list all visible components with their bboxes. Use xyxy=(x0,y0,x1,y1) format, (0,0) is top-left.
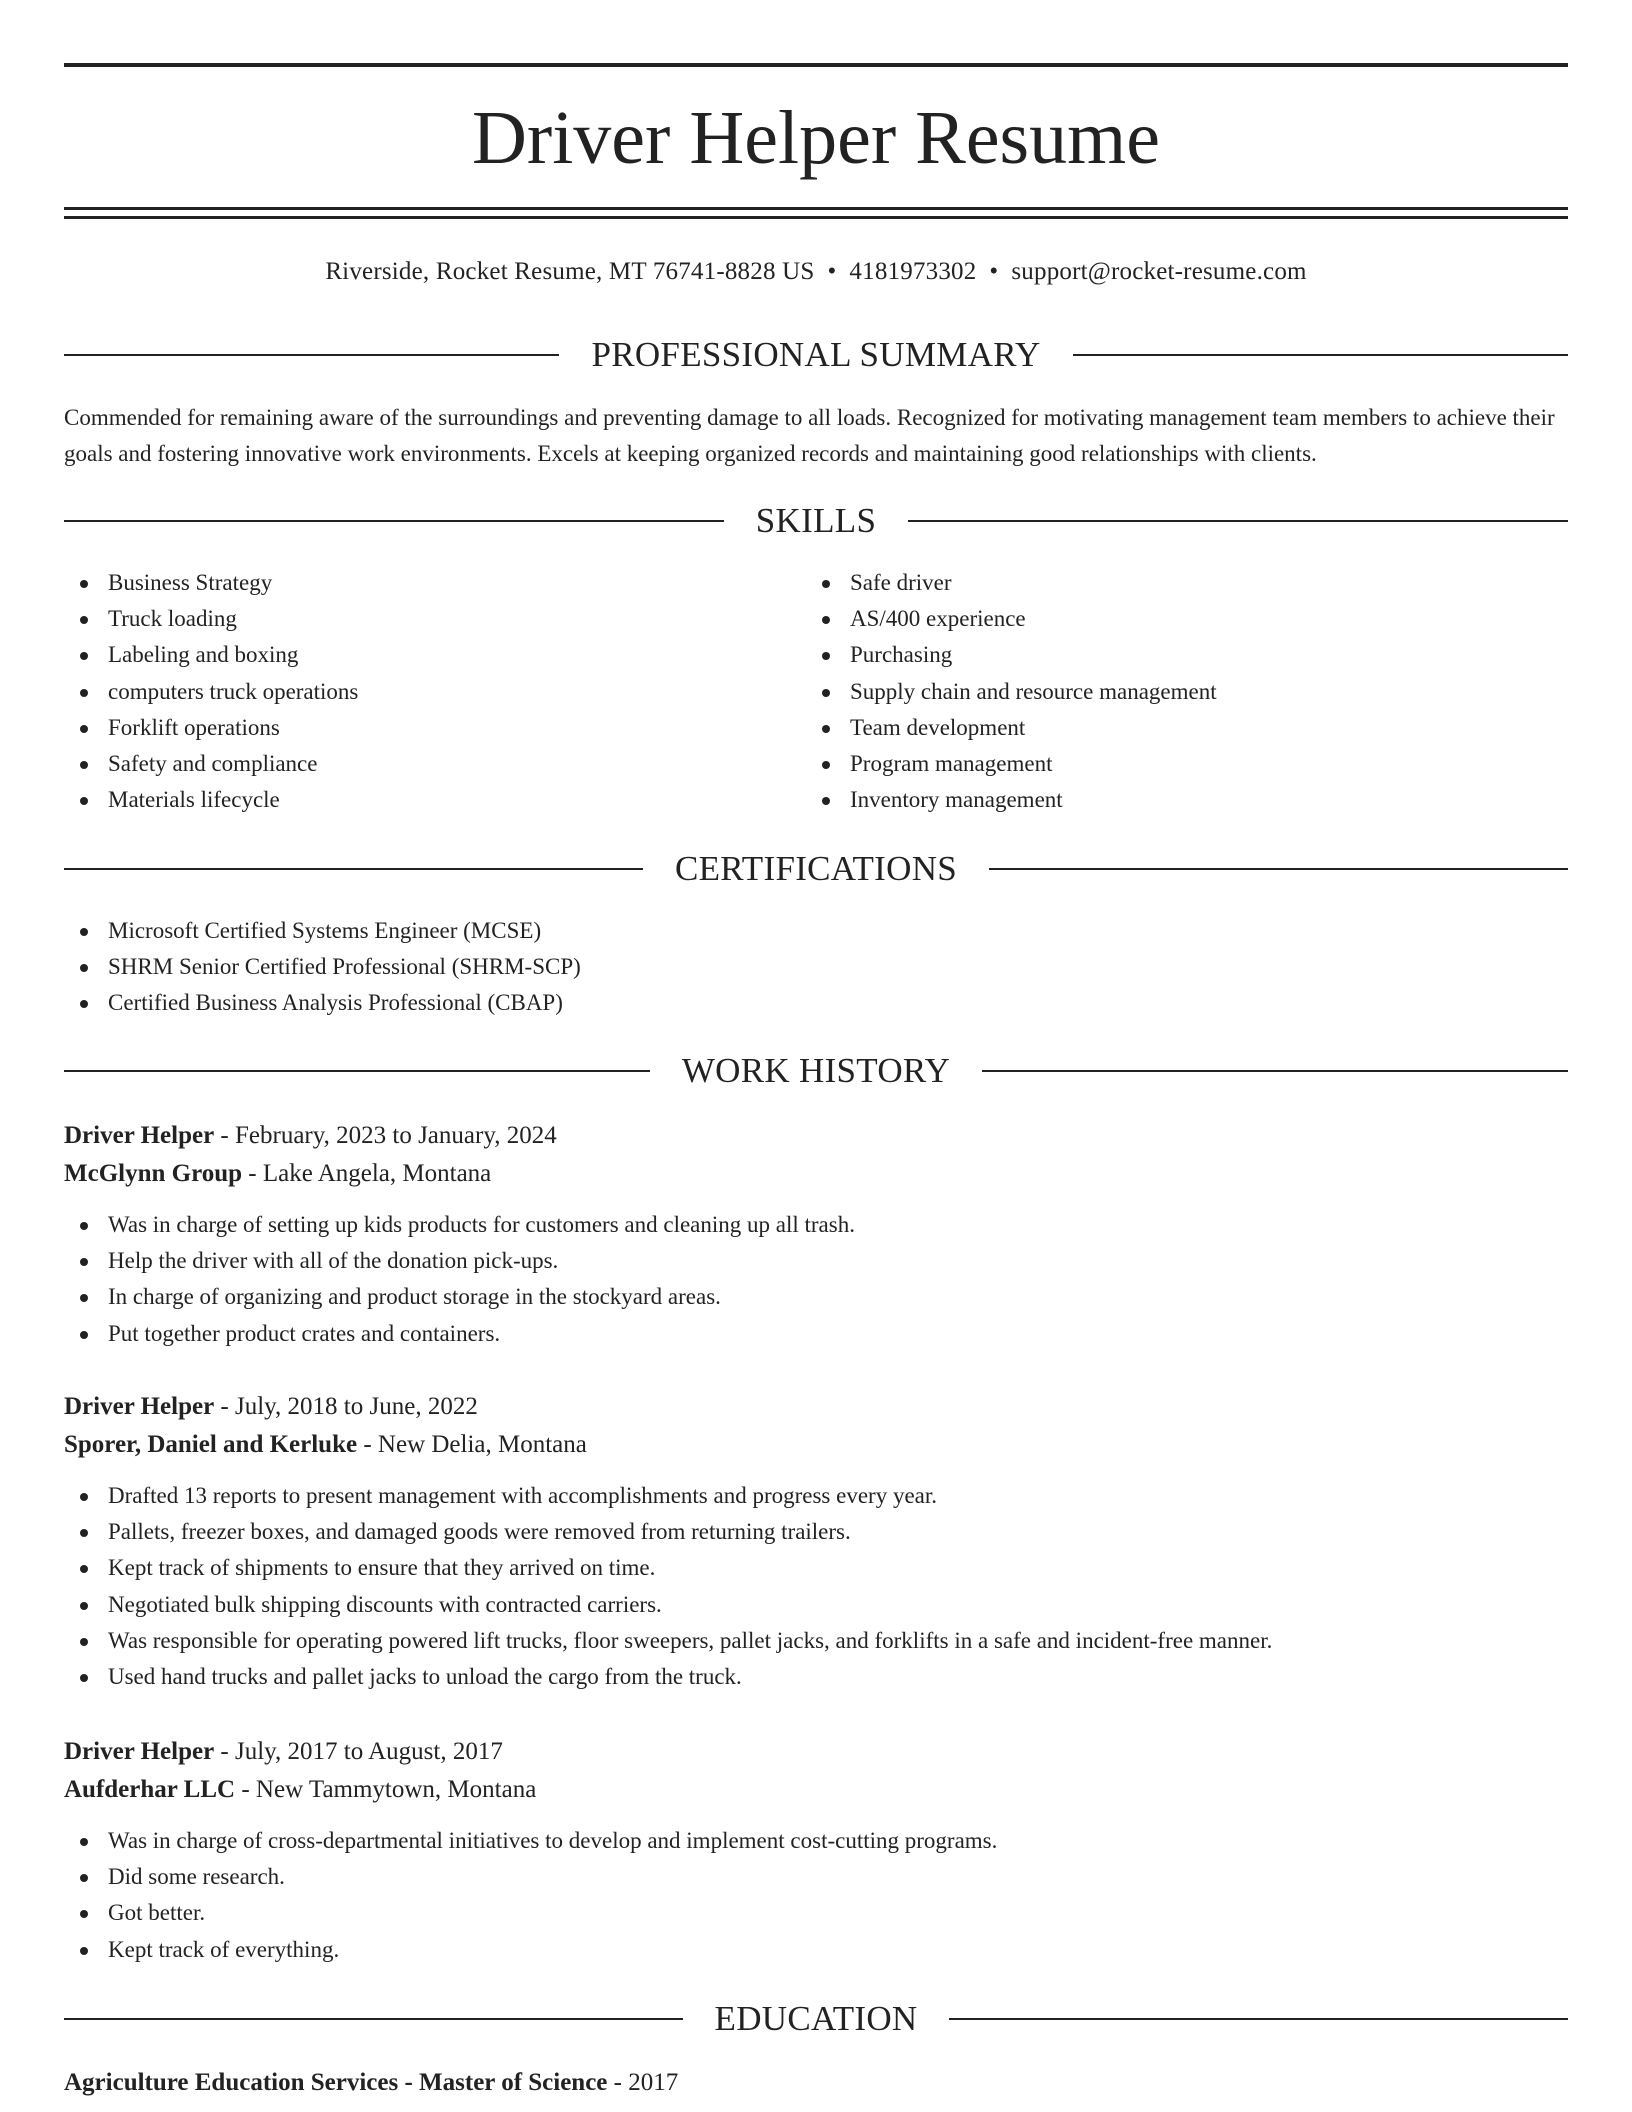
job-entry xyxy=(64,1733,1568,1968)
certifications-list xyxy=(64,913,1568,1022)
section-header-skills xyxy=(64,499,1568,543)
contact-phone: 4181973302 xyxy=(849,258,977,285)
section-rule xyxy=(64,2018,683,2020)
summary-text: Commended for remaining aware of the surroundings and preventing damage to all loads. Recognized for motivating management team members to achieve their goals and fostering innovative work environments. Excels at keeping organized records and maintaining good relationships with clients. xyxy=(64,405,1555,466)
job-bullet: Put together product crates and containers. xyxy=(64,1316,1568,1352)
job-company-line xyxy=(64,1771,1568,1811)
job-title: Driver Helper xyxy=(64,1122,215,1149)
section-header-certifications xyxy=(64,847,1568,891)
job-bullet: Was responsible for operating powered lift trucks, floor sweepers, pallet jacks, and forklifts in a safe and incident-free manner. xyxy=(64,1623,1568,1659)
job-role-line xyxy=(64,1388,1568,1426)
skill-item: Team development xyxy=(806,710,1566,746)
contact-email: support@rocket-resume.com xyxy=(1011,258,1307,285)
job-bullet: Kept track of shipments to ensure that they arrived on time. xyxy=(64,1550,1568,1586)
section-title-work-history: WORK HISTORY xyxy=(681,1051,951,1090)
skill-item: Truck loading xyxy=(64,601,804,637)
section-title-certifications: CERTIFICATIONS xyxy=(674,849,958,888)
section-rule xyxy=(908,520,1568,522)
top-rule xyxy=(64,63,1568,67)
job-bullets xyxy=(64,1207,1568,1352)
contact-separator: • xyxy=(989,258,999,285)
job-location: - New Delia, Montana xyxy=(357,1431,587,1458)
section-rule xyxy=(64,520,724,522)
skill-item: Program management xyxy=(806,746,1566,782)
job-bullet: Drafted 13 reports to present management with accomplishments and progress every year. xyxy=(64,1478,1568,1514)
section-rule xyxy=(64,868,643,870)
skill-item: Purchasing xyxy=(806,637,1566,673)
education-entry xyxy=(64,2064,1568,2102)
job-title: Driver Helper xyxy=(64,1393,215,1420)
job-location: - New Tammytown, Montana xyxy=(235,1776,537,1803)
title-rule-lower xyxy=(64,216,1568,219)
title-rule-upper xyxy=(64,207,1568,210)
contact-line xyxy=(64,254,1568,290)
skills-list-left xyxy=(64,565,804,818)
job-bullet: Was in charge of setting up kids products for customers and cleaning up all trash. xyxy=(64,1207,1568,1243)
section-header-work-history xyxy=(64,1049,1568,1093)
section-rule xyxy=(64,354,559,356)
section-rule xyxy=(989,868,1568,870)
section-rule xyxy=(982,1070,1568,1072)
job-bullet: Kept track of everything. xyxy=(64,1932,1568,1968)
job-bullet: Used hand trucks and pallet jacks to unload the cargo from the truck. xyxy=(64,1659,1568,1695)
job-bullet: Negotiated bulk shipping discounts with contracted carriers. xyxy=(64,1587,1568,1623)
job-bullet: In charge of organizing and product storage in the stockyard areas. xyxy=(64,1279,1568,1315)
certification-item: Certified Business Analysis Professional (CBAP) xyxy=(64,985,1568,1021)
section-header-education xyxy=(64,1997,1568,2041)
contact-address: Riverside, Rocket Resume, MT 76741-8828 US xyxy=(325,258,815,285)
job-title: Driver Helper xyxy=(64,1738,215,1765)
skill-item: Supply chain and resource management xyxy=(806,674,1566,710)
skill-item: computers truck operations xyxy=(64,674,804,710)
job-company: Sporer, Daniel and Kerluke xyxy=(64,1431,358,1458)
job-dates: - February, 2023 to January, 2024 xyxy=(214,1122,557,1149)
section-title-summary: PROFESSIONAL SUMMARY xyxy=(591,335,1041,374)
skill-item: Business Strategy xyxy=(64,565,804,601)
skill-item: Forklift operations xyxy=(64,710,804,746)
section-header-summary xyxy=(64,333,1568,377)
section-rule xyxy=(64,1070,650,1072)
skill-item: Safe driver xyxy=(806,565,1566,601)
job-location: - Lake Angela, Montana xyxy=(242,1160,492,1187)
education-year: - 2017 xyxy=(607,2069,679,2096)
job-role-line xyxy=(64,1733,1568,1771)
education-school-degree: Agriculture Education Services - Master of Science xyxy=(64,2069,608,2096)
section-title-education: EDUCATION xyxy=(714,1999,918,2038)
job-entry xyxy=(64,1117,1568,1352)
job-bullets xyxy=(64,1478,1568,1695)
skill-item: AS/400 experience xyxy=(806,601,1566,637)
certification-item: SHRM Senior Certified Professional (SHRM-SCP) xyxy=(64,949,1568,985)
job-bullet: Did some research. xyxy=(64,1859,1568,1895)
skill-item: Safety and compliance xyxy=(64,746,804,782)
section-title-skills: SKILLS xyxy=(755,501,877,540)
job-bullet: Got better. xyxy=(64,1895,1568,1931)
job-dates: - July, 2017 to August, 2017 xyxy=(214,1738,503,1765)
certification-item: Microsoft Certified Systems Engineer (MCSE) xyxy=(64,913,1568,949)
resume-title: Driver Helper Resume xyxy=(472,96,1160,180)
job-entry xyxy=(64,1388,1568,1695)
job-company: McGlynn Group xyxy=(64,1160,243,1187)
job-role-line xyxy=(64,1117,1568,1155)
job-bullets xyxy=(64,1823,1568,1968)
job-bullet: Pallets, freezer boxes, and damaged goods were removed from returning trailers. xyxy=(64,1514,1568,1550)
skill-item: Labeling and boxing xyxy=(64,637,804,673)
job-company: Aufderhar LLC xyxy=(64,1776,236,1803)
job-bullet: Was in charge of cross-departmental initiatives to develop and implement cost-cutting programs. xyxy=(64,1823,1568,1859)
skill-item: Materials lifecycle xyxy=(64,782,804,818)
section-rule xyxy=(949,2018,1568,2020)
job-dates: - July, 2018 to June, 2022 xyxy=(214,1393,478,1420)
section-rule xyxy=(1073,354,1568,356)
skills-list-right xyxy=(806,565,1566,818)
job-company-line xyxy=(64,1155,1568,1195)
contact-separator: • xyxy=(827,258,837,285)
job-bullet: Help the driver with all of the donation pick-ups. xyxy=(64,1243,1568,1279)
job-company-line xyxy=(64,1426,1568,1466)
skill-item: Inventory management xyxy=(806,782,1566,818)
